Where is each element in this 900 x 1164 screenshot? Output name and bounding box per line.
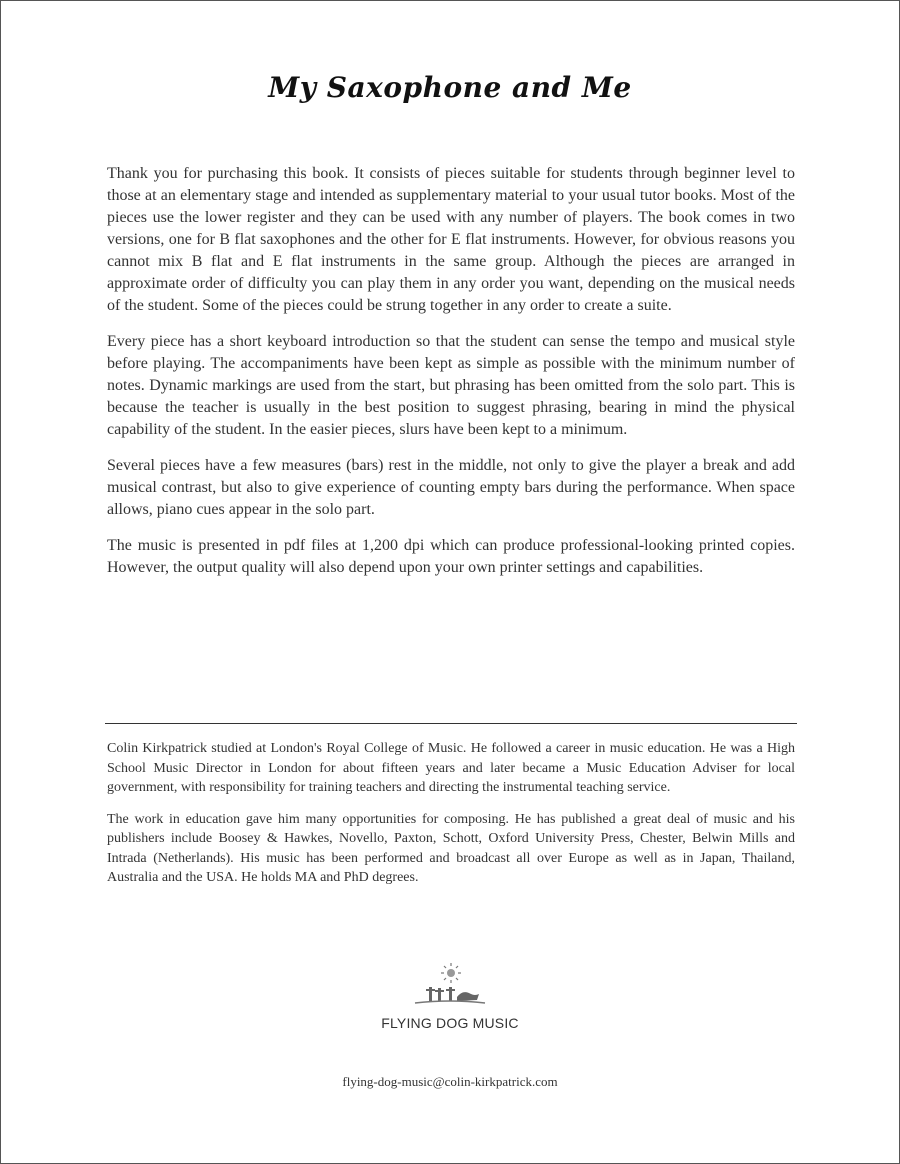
author-bio xyxy=(107,739,795,900)
intro-paragraph: Every piece has a short keyboard introduction so that the student can sense the tempo and musical style before playing. The accompaniments have been kept as simple as possible with the minimum number of notes. Dynamic markings are used from the start, but phrasing has been omitted from the solo part. This is because the teacher is usually in the best position to suggest phrasing, bearing in mind the physical capability of the student. In the easier pieces, slurs have been kept to a minimum. xyxy=(107,333,795,438)
bio-paragraph: The work in education gave him many opportunities for composing. He has published a great deal of music and his publishers include Boosey & Hawkes, Novello, Paxton, Schott, Oxford University Press, Chester, Belwin Mills and Intrada (Netherlands). His music has been performed and broadcast all over Europe as well as in Japan, Thailand, Australia and the USA. He holds MA and PhD degrees. xyxy=(107,811,795,885)
page-title: My Saxophone and Me xyxy=(268,71,632,104)
flying-dog-logo-icon xyxy=(405,961,495,1017)
intro-paragraph: Several pieces have a few measures (bars) rest in the middle, not only to give the player a break and add musical contrast, but also to give experience of counting empty bars during the performance. When space allows, piano cues appear in the solo part. xyxy=(107,457,795,518)
bio-paragraph: Colin Kirkpatrick studied at London's Royal College of Music. He followed a career in music education. He was a High School Music Director in London for about fifteen years and later became a Music Education Adviser for local government, with responsibility for training teachers and directing the instrumental teaching service. xyxy=(107,741,795,795)
contact-email: flying-dog-music@colin-kirkpatrick.com xyxy=(342,1074,558,1089)
intro-paragraph: Thank you for purchasing this book. It consists of pieces suitable for students through beginner level to those at an elementary stage and intended as supplementary material to your usual tutor books. Most of the pieces use the lower register and they can be used with any number of players. The book comes in two versions, one for B flat saxophones and the other for E flat instruments. However, for obvious reasons you cannot mix B flat and E flat instruments in the same group. Although the pieces are arranged in approximate order of difficulty you can play them in any order you want, depending on the musical needs of the student. Some of the pieces could be strung together in any order to create a suite. xyxy=(107,165,795,314)
intro-paragraph: The music is presented in pdf files at 1,200 dpi which can produce professional-looking printed copies. However, the output quality will also depend upon your own printer settings and capabilities. xyxy=(107,537,795,576)
section-divider xyxy=(105,723,797,724)
brand-name: FLYING DOG MUSIC xyxy=(381,1015,519,1031)
intro-text xyxy=(107,163,795,593)
